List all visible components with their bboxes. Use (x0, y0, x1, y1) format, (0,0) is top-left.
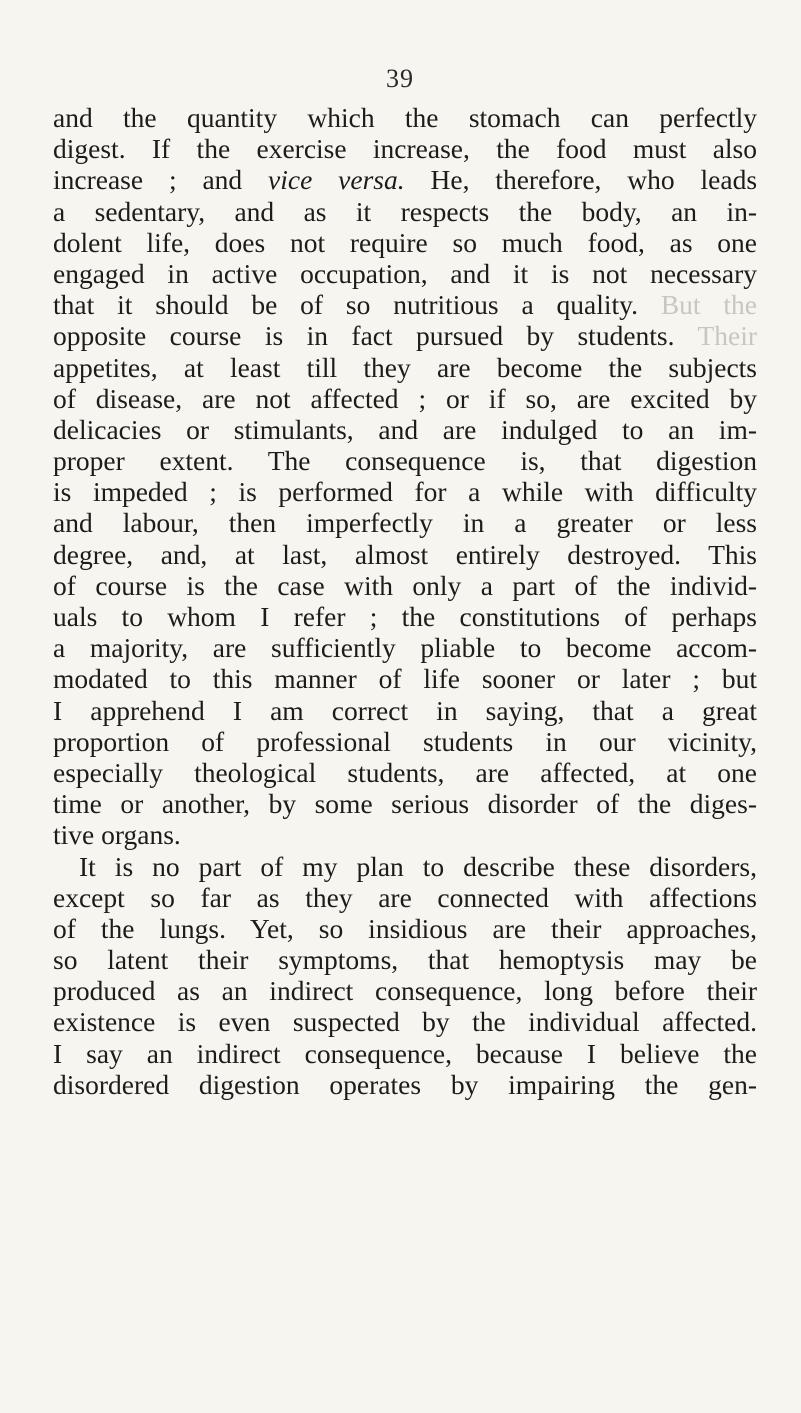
text-line: is impeded ; is performed for a while with difficulty (53, 476, 757, 508)
paragraph-start: It is no part of my plan to describe these disorders, (79, 850, 757, 882)
body-text (53, 102, 757, 1100)
text-line: of disease, are not affected ; or if so, are excited by (53, 382, 757, 414)
text-line: except so far as they are connected with affections (53, 881, 757, 913)
text-line: I apprehend I am correct in saying, that a great (53, 694, 757, 726)
text-line: so latent their symptoms, that hemoptysis may be (53, 944, 757, 976)
text-line: especially theological students, are affected, at one (53, 756, 757, 788)
text-line: and labour, then imperfectly in a greater or less (53, 507, 757, 539)
faded-text: But the (660, 289, 757, 321)
text-line: I say an indirect consequence, because I believe the (53, 1037, 757, 1069)
text-line: a majority, are sufficiently pliable to become accom- (53, 632, 757, 664)
text-line: dolent life, does not require so much food, as one (53, 226, 757, 258)
text-line: degree, and, at last, almost entirely destroyed. This (53, 538, 757, 570)
text-line: opposite course is in fact pursued by students. Their (53, 320, 757, 352)
text-line: modated to this manner of life sooner or later ; but (53, 663, 757, 695)
text-line: produced as an indirect consequence, long before their (53, 975, 757, 1007)
text-line: uals to whom I refer ; the constitutions of perhaps (53, 601, 757, 632)
text-line: of the lungs. Yet, so insidious are their approaches, (53, 912, 757, 944)
text-line: existence is even suspected by the individual affected. (53, 1006, 757, 1038)
text-line: increase ; and vice versa. He, therefore, who leads (53, 164, 758, 196)
italic-phrase: vice versa. (268, 164, 405, 196)
text-line: that it should be of so nutritious a quality. But the (53, 289, 757, 321)
text-line: time or another, by some serious disorder of the diges- (53, 788, 757, 820)
text-line: and the quantity which the stomach can perfectly (53, 102, 757, 133)
text-line: tive organs. (53, 819, 181, 851)
text-line: appetites, at least till they are become the subjects (53, 351, 757, 383)
text-line: engaged in active occupation, and it is not necessary (53, 257, 757, 289)
text-line: digest. If the exercise increase, the food must also (53, 133, 757, 165)
text-line: proportion of professional students in our vicinity, (53, 725, 757, 757)
text-line: disordered digestion operates by impairing the gen- (53, 1068, 757, 1100)
page-number: 39 (386, 64, 414, 93)
faded-text: Their (697, 320, 757, 352)
text-line: proper extent. The consequence is, that digestion (53, 445, 757, 477)
text-line: delicacies or stimulants, and are indulged to an im- (53, 413, 757, 445)
text-line: of course is the case with only a part of the individ- (53, 569, 757, 601)
text-line: a sedentary, and as it respects the body, an in- (53, 195, 757, 227)
